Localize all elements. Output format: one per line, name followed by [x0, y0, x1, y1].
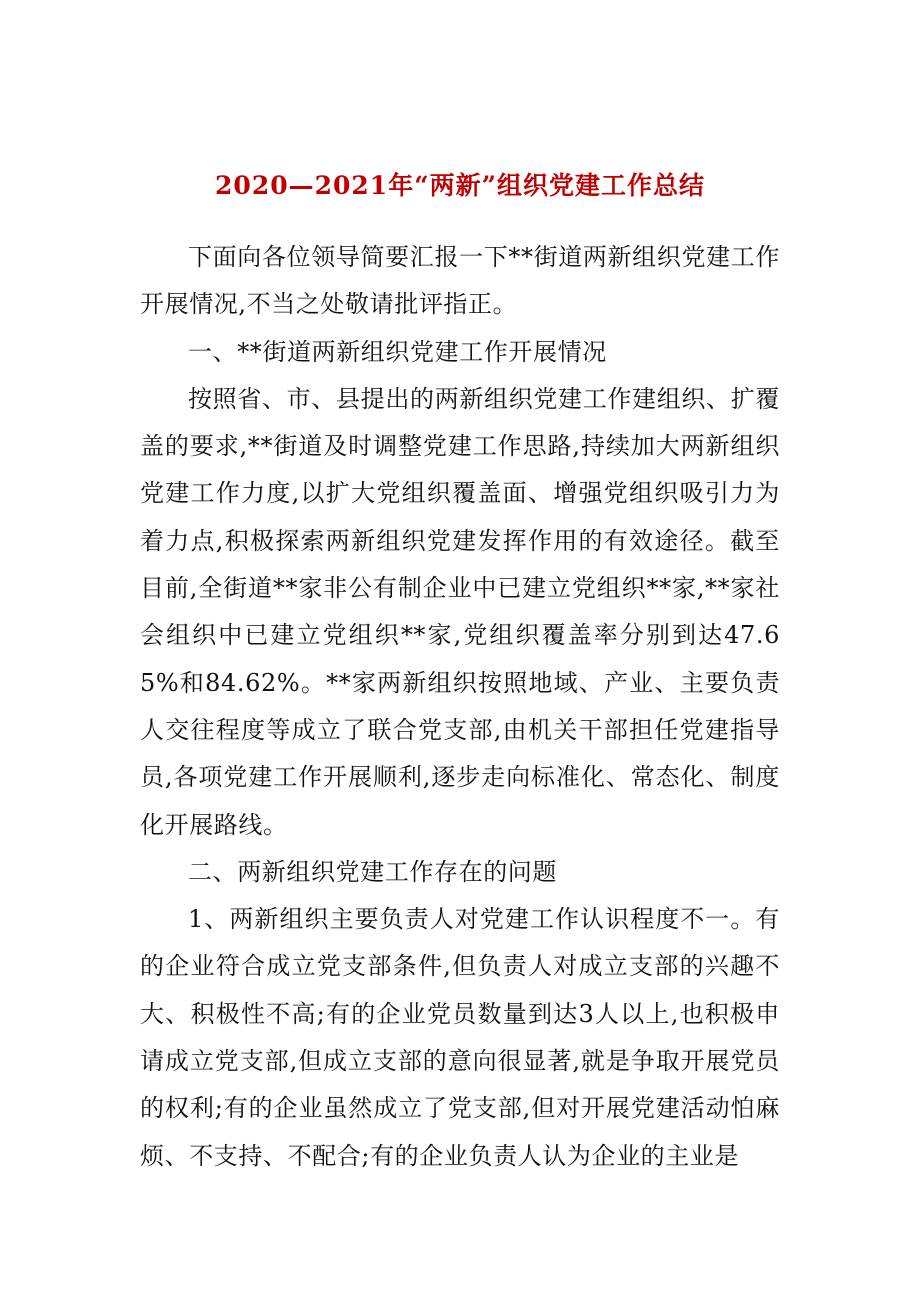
paragraph-section-1: 按照省、市、县提出的两新组织党建工作建组织、扩覆盖的要求,**街道及时调整党建工作思路,持续加大两新组织党建工作力度,以扩大党组织覆盖面、增强党组织吸引力为着力点,积极探索两新组织党建发挥作用的有效途径。截至目前,全街道**家非公有制企业中已建立党组织**家,**家社会组织中已建立党组织**家,党组织覆盖率分别到达47.65%和84.62%。**家两新组织按照地域、产业、主要负责人交往程度等成立了联合党支部,由机关干部担任党建指导员,各项党建工作开展顺利,逐步走向标准化、常态化、制度化开展路线。 [140, 384, 780, 839]
paragraph-problem-1: 1、两新组织主要负责人对党建工作认识程度不一。有的企业符合成立党支部条件,但负责人对成立支部的兴趣不大、积极性不高;有的企业党员数量到达3人以上,也积极申请成立党支部,但成立支部的意向很显著,就是争取开展党员的权利;有的企业虽然成立了党支部,但对开展党建活动怕麻烦、不支持、不配合;有的企业负责人认为企业的主业是 [140, 905, 780, 1170]
section-heading-2: 二、两新组织党建工作存在的问题 [188, 857, 557, 886]
section-heading-1: 一、**街道两新组织党建工作开展情况 [188, 337, 607, 366]
document-body [140, 234, 780, 1180]
document-title: 2020—2021年“两新”组织党建工作总结 [215, 171, 705, 200]
paragraph-intro: 下面向各位领导简要汇报一下**街道两新组织党建工作开展情况,不当之处敬请批评指正。 [140, 243, 780, 319]
